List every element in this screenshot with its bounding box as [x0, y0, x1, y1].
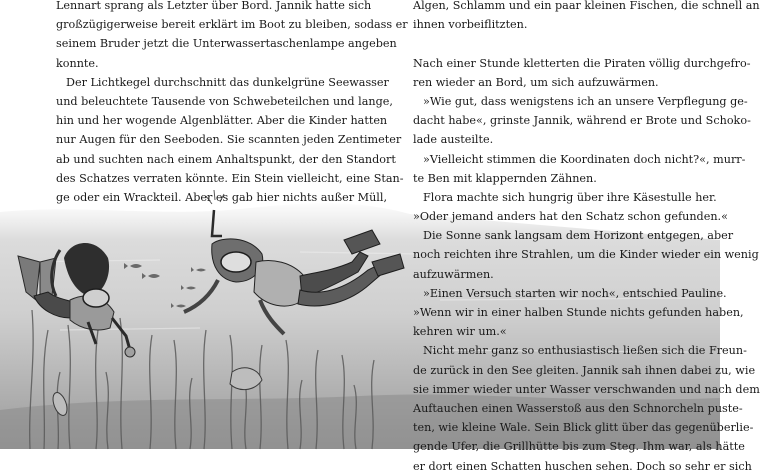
text-line: ge oder ein Wrackteil. Aber es gab hier nichts außer Müll,	[56, 190, 387, 204]
text-line: Auftauchen einen Wasserstoß aus den Schnorcheln puste-	[413, 401, 743, 415]
blank-line	[413, 34, 669, 53]
text-line: Nicht mehr ganz so enthusiastisch ließen sich die Freun-	[423, 344, 747, 358]
text-line: te Ben mit klappernden Zähnen.	[413, 171, 597, 185]
text-line: »Wenn wir in einer halben Stunde nichts gefunden haben,	[413, 306, 744, 319]
text-line: ren wieder an Bord, um sich aufzuwärmen.	[413, 75, 659, 89]
text-line: gende Ufer, die Grillhütte bis zum Steg. Ihm war, als hätte	[413, 440, 745, 454]
text-line: Der Lichtkegel durchschnitt das dunkelgrüne Seewasser	[66, 75, 389, 89]
text-line: ten, wie kleine Wale. Sein Blick glitt über das gegenüberlie-	[413, 421, 754, 435]
text-line: Lennart sprang als Letzter über Bord. Jannik hatte sich	[56, 0, 372, 12]
text-line: und beleuchtete Tausende von Schwebeteilchen und lange,	[56, 94, 393, 108]
text-line: Algen, Schlamm und ein paar kleinen Fischen, die schnell an	[413, 0, 760, 12]
text-line: hin und her wogende Algenblätter. Aber die Kinder hatten	[56, 114, 388, 128]
text-line: noch reichten ihre Strahlen, um die Kinder wieder ein wenig	[413, 248, 759, 262]
text-line: »Wie gut, dass wenigstens ich an unsere Verpflegung ge-	[423, 94, 748, 108]
text-line: konnte.	[56, 56, 99, 70]
text-line: Die Sonne sank langsam dem Horizont entgegen, aber	[423, 229, 734, 243]
text-line: lade austeilte.	[413, 133, 494, 147]
text-line: ihnen vorbeiflitzten.	[413, 18, 528, 32]
text-line: dacht habe«, grinste Jannik, während er Brote und Schoko-	[413, 114, 751, 128]
text-line: er dort einen Schatten huschen sehen. Doch so sehr er sich	[413, 459, 752, 473]
text-line: aufzuwärmen.	[413, 267, 494, 281]
text-line: kehren wir um.«	[413, 325, 507, 339]
right-page-text	[413, 0, 760, 476]
text-line: de zurück in den See gleiten. Jannik sah ihnen dabei zu, wie	[413, 363, 756, 377]
text-line: Nach einer Stunde kletterten die Piraten völlig durchgefro-	[413, 56, 751, 70]
text-line: nur Augen für den Seeboden. Sie scannten jeden Zentimeter	[56, 133, 402, 147]
text-line: »Einen Versuch starten wir noch«, entschied Pauline.	[423, 286, 727, 300]
text-line: seinem Bruder jetzt die Unterwassertaschenlampe angeben	[56, 37, 397, 51]
text-line: des Schatzes verraten könnte. Ein Stein vielleicht, eine Stan-	[56, 171, 404, 185]
text-line: sie immer wieder unter Wasser verschwanden und nach dem	[413, 382, 760, 396]
text-line: Flora machte sich hungrig über ihre Käsestulle her.	[423, 190, 717, 204]
text-line: »Vielleicht stimmen die Koordinaten doch nicht?«, murr-	[423, 152, 746, 166]
text-line: großzügigerweise bereit erklärt im Boot zu bleiben, sodass er	[56, 18, 408, 32]
left-page-text	[56, 0, 408, 207]
text-line: ab und suchten nach einem Anhaltspunkt, der den Standort	[56, 152, 396, 166]
text-line: »Oder jemand anders hat den Schatz schon gefunden.«	[413, 210, 728, 224]
